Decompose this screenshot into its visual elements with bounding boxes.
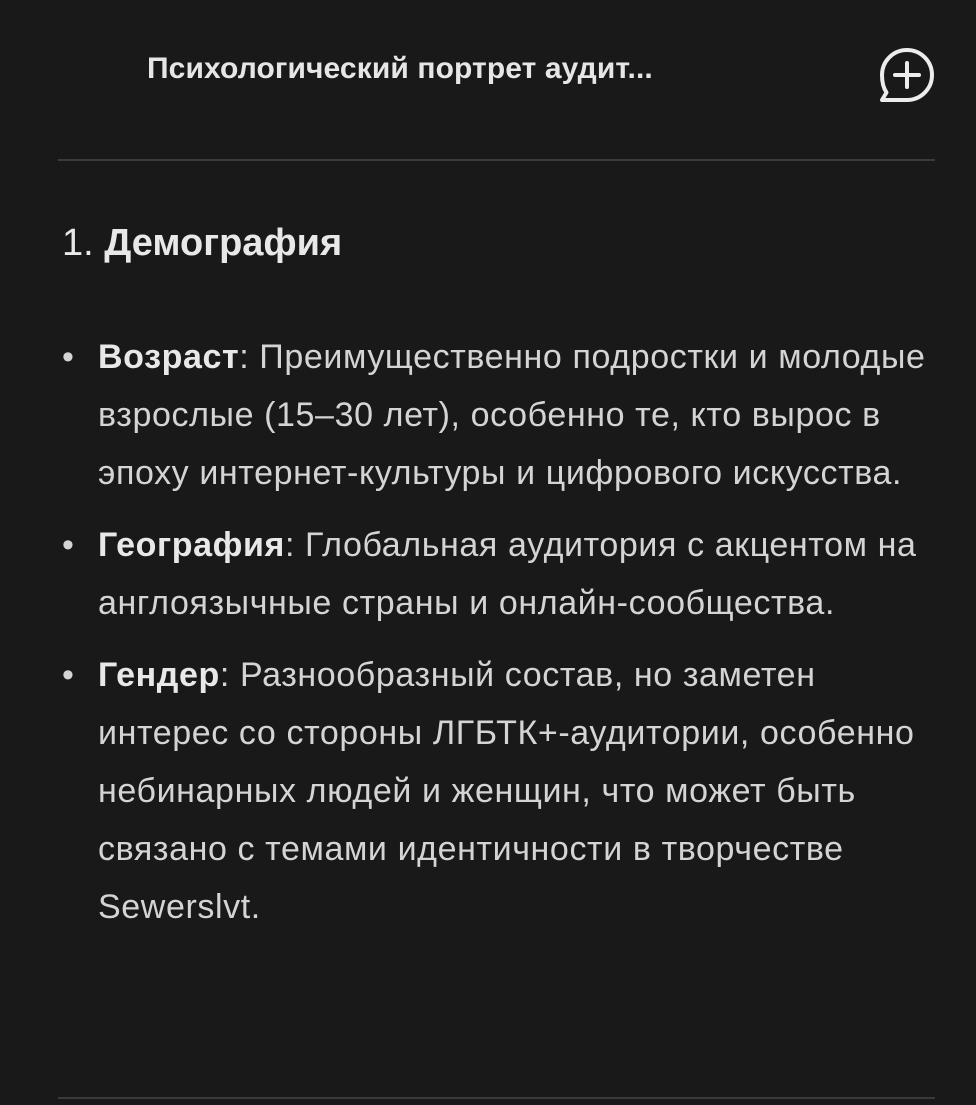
bullet-term: География <box>98 526 285 564</box>
bullet-text: : Преимущественно подростки и молодые взрослые (15–30 лет), особенно те, кто вырос в эпоху интернет-культуры и цифрового искусства. <box>98 338 926 492</box>
bullet-dot-icon: • <box>62 526 75 564</box>
chat-title[interactable]: Психологический портрет аудит... <box>147 52 653 85</box>
bullet-dot-icon: • <box>62 338 75 376</box>
bullet-item-age <box>62 328 942 502</box>
section-title: Демография <box>104 222 343 264</box>
new-chat-button[interactable] <box>876 44 938 106</box>
bullet-text: : Глобальная аудитория с акцентом на англоязычные страны и онлайн-сообщества. <box>98 526 917 622</box>
bullet-item-gender <box>62 646 942 936</box>
bullet-term: Возраст <box>98 338 240 376</box>
bullet-item-geography <box>62 516 942 632</box>
section-number: 1. <box>62 222 94 264</box>
footer-divider <box>58 1097 935 1099</box>
bullet-list <box>62 328 942 950</box>
header-divider <box>58 159 935 161</box>
bullet-dot-icon: • <box>62 656 75 694</box>
chat-bubble-plus-icon <box>876 44 938 106</box>
bullet-term: Гендер <box>98 656 220 694</box>
chat-header <box>0 0 976 160</box>
section-heading <box>62 222 342 265</box>
bullet-text: : Разнообразный состав, но заметен интерес со стороны ЛГБТК+-аудитории, особенно небинарных людей и женщин, что может быть связано с темами идентичности в творчестве Sewerslvt. <box>98 656 915 926</box>
